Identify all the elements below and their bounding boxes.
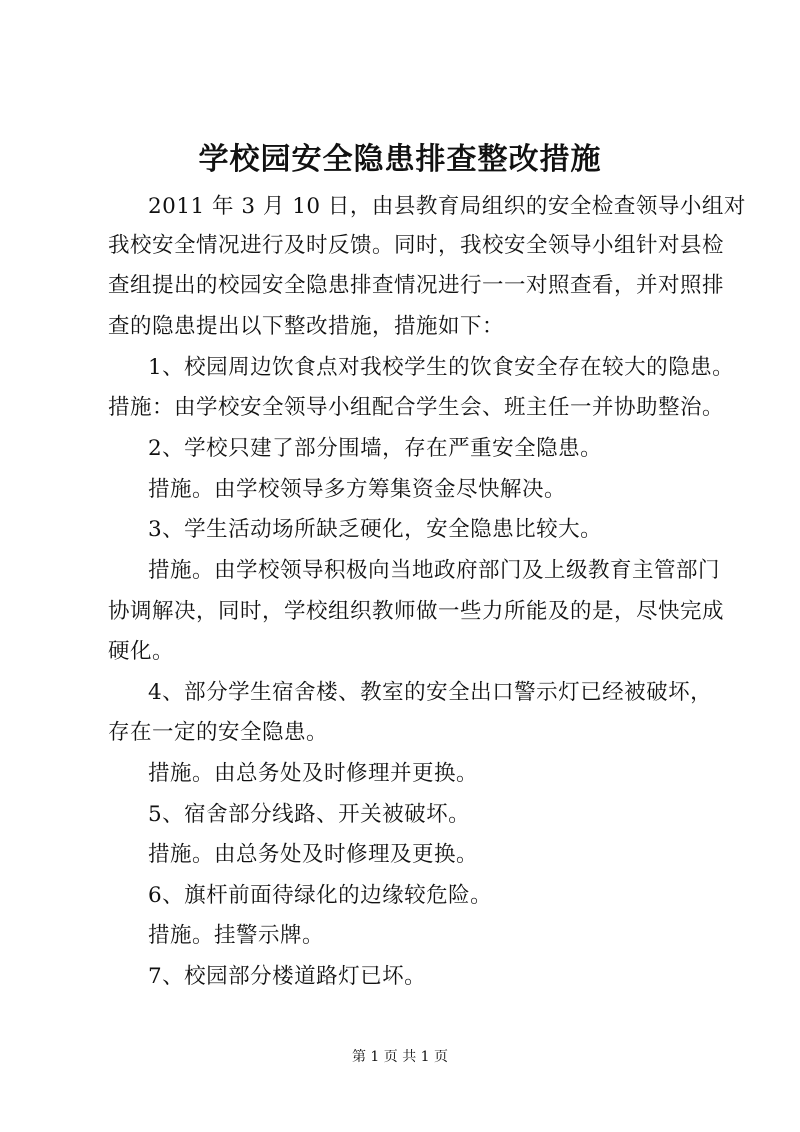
document-title: 学校园安全隐患排查整改措施 bbox=[198, 142, 602, 177]
paragraph-line: 措施。由总务处及时修理及更换。 bbox=[148, 842, 479, 867]
paragraph-line: 措施。由学校领导积极向当地政府部门及上级教育主管部门 bbox=[148, 558, 721, 583]
paragraph-line: 措施。挂警示牌。 bbox=[148, 923, 325, 948]
paragraph-line: 7、校园部分楼道路灯已坏。 bbox=[148, 964, 427, 989]
paragraph-line: 5、宿舍部分线路、开关被破坏。 bbox=[148, 802, 471, 827]
paragraph-line: 我校安全情况进行及时反馈。同时，我校安全领导小组针对县检 bbox=[108, 233, 725, 258]
paragraph-line: 6、旗杆前面待绿化的边缘较危险。 bbox=[148, 883, 493, 908]
paragraph-line: 4、部分学生宿舍楼、教室的安全出口警示灯已经被破坏， bbox=[148, 680, 713, 705]
paragraph-line: 存在一定的安全隐患。 bbox=[108, 720, 329, 745]
paragraph-line: 措施：由学校安全领导小组配合学生会、班主任一并协助整治。 bbox=[108, 395, 725, 420]
page-number-footer: 第 1 页 共 1 页 bbox=[351, 1049, 449, 1065]
paragraph-line: 2、学校只建了部分围墙，存在严重安全隐患。 bbox=[148, 436, 603, 461]
paragraph-line: 查的隐患提出以下整改措施，措施如下： bbox=[108, 314, 505, 339]
paragraph-line: 查组提出的校园安全隐患排查情况进行一一对照查看，并对照排 bbox=[108, 273, 725, 298]
paragraph-line: 1、校园周边饮食点对我校学生的饮食安全存在较大的隐患。 bbox=[148, 355, 735, 380]
paragraph-line: 硬化。 bbox=[108, 639, 175, 664]
paragraph-line: 2011 年 3 月 10 日，由县教育局组织的安全检查领导小组对 bbox=[148, 194, 746, 219]
paragraph-line: 措施。由总务处及时修理并更换。 bbox=[148, 761, 479, 786]
paragraph-line: 措施。由学校领导多方筹集资金尽快解决。 bbox=[148, 477, 567, 502]
paragraph-line: 3、学生活动场所缺乏硬化，安全隐患比较大。 bbox=[148, 517, 603, 542]
paragraph-line: 协调解决，同时，学校组织教师做一些力所能及的是，尽快完成 bbox=[108, 599, 725, 624]
